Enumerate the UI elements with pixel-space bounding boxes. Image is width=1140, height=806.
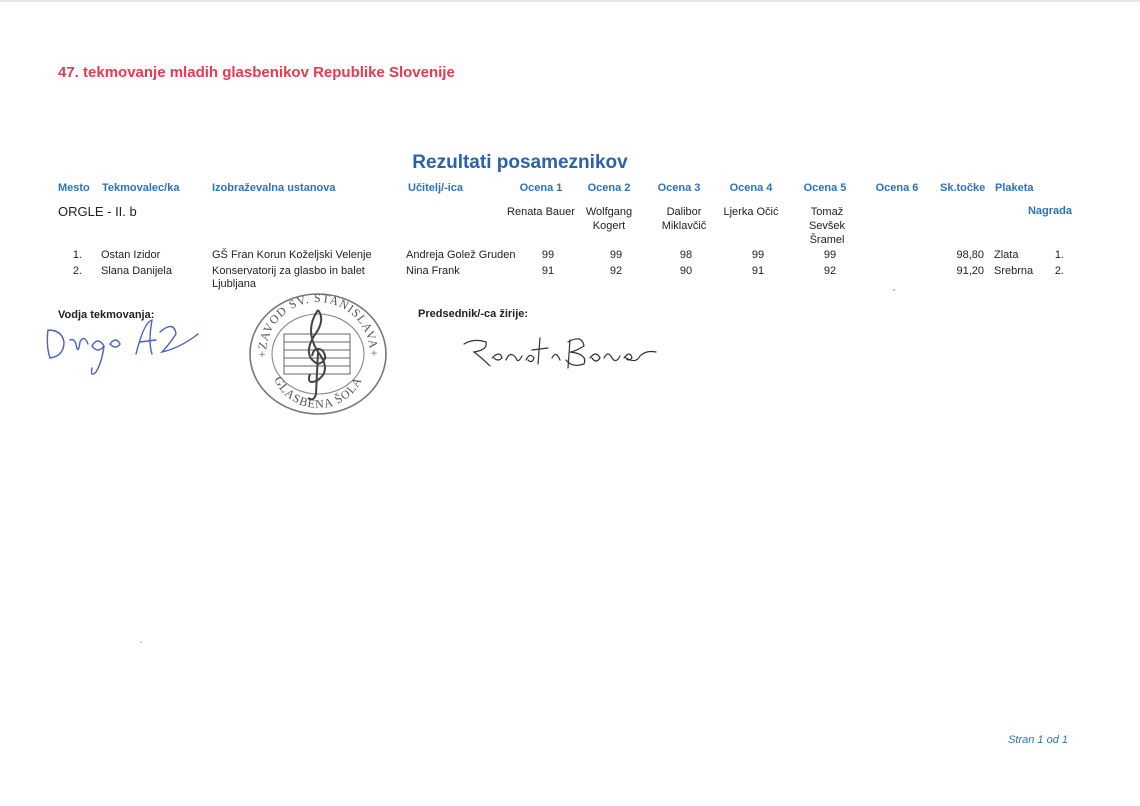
header-plaketa: Plaketa <box>995 182 1034 194</box>
row-total: 98,80 <box>956 249 984 261</box>
row-name: Ostan Izidor <box>101 249 161 261</box>
row-school: Konservatorij za glasbo in balet Ljubljana <box>212 265 365 290</box>
row-ocena-5: 92 <box>823 265 837 277</box>
competition-title: 47. tekmovanje mladih glasbenikov Republike Slovenije <box>58 64 455 81</box>
scan-speck <box>893 289 895 291</box>
header-ocena-1: Ocena 1 <box>519 182 563 194</box>
header-ocena-6: Ocena 6 <box>875 182 919 194</box>
signature-left <box>40 312 210 382</box>
row-ocena-3: 90 <box>679 265 693 277</box>
judge-3: Dalibor Miklavčič <box>661 206 707 232</box>
header-tekmovalec: Tekmovalec/ka <box>102 182 180 194</box>
header-nagrada: Nagrada <box>1027 205 1072 217</box>
row-plaketa: Zlata <box>994 249 1019 261</box>
judge-2: Wolfgang Kogert <box>585 206 633 232</box>
row-ocena-3: 98 <box>679 249 693 261</box>
header-ustanova: Izobraževalna ustanova <box>212 182 336 194</box>
treble-clef-icon <box>308 310 325 399</box>
header-mesto: Mesto <box>58 182 90 194</box>
header-ocena-3: Ocena 3 <box>657 182 701 194</box>
judge-5: Tomaž Sevšek Šramel <box>808 206 846 246</box>
header-ocena-2: Ocena 2 <box>587 182 631 194</box>
header-ocena-5: Ocena 5 <box>803 182 847 194</box>
header-ocena-4: Ocena 4 <box>729 182 773 194</box>
row-total: 91,20 <box>956 265 984 277</box>
row-ocena-2: 99 <box>609 249 623 261</box>
row-mesto: 1. <box>72 249 82 261</box>
row-name: Slana Danijela <box>101 265 172 277</box>
category-label: ORGLE - II. b <box>58 204 137 219</box>
row-nagrada: 2. <box>1054 265 1064 277</box>
row-ocena-4: 91 <box>751 265 765 277</box>
header-ucitelj: Učitelj/-ica <box>408 182 464 194</box>
row-nagrada: 1. <box>1054 249 1064 261</box>
row-ocena-1: 91 <box>541 265 555 277</box>
row-ocena-4: 99 <box>751 249 765 261</box>
school-stamp <box>244 290 392 418</box>
scan-speck <box>140 641 142 643</box>
stamp-bottom-text: GLASBENA ŠOLA <box>271 374 365 412</box>
predsednik-label: Predsednik/-ca žirije: <box>418 308 529 320</box>
vodja-label: Vodja tekmovanja: <box>58 309 155 321</box>
page-number: Stran 1 od 1 <box>1008 734 1068 746</box>
row-teacher: Nina Frank <box>406 265 460 277</box>
header-sktocke: Sk.točke <box>940 182 986 194</box>
signature-right <box>460 328 670 378</box>
row-mesto: 2. <box>72 265 82 277</box>
judge-4: Ljerka Očić <box>723 206 779 218</box>
row-plaketa: Srebrna <box>994 265 1034 277</box>
row-ocena-5: 99 <box>823 249 837 261</box>
row-ocena-1: 99 <box>541 249 555 261</box>
judge-1: Renata Bauer <box>507 206 575 218</box>
row-school: GŠ Fran Korun Koželjski Velenje <box>212 249 372 261</box>
row-teacher: Andreja Golež Gruden <box>406 249 516 261</box>
stamp-top-text: +ZAVOD SV. STANISLAVA+ <box>254 290 382 358</box>
row-ocena-2: 92 <box>609 265 623 277</box>
svg-text:+ZAVOD SV. STANISLAVA+ <box>255 291 381 358</box>
page-title: Rezultati posameznikov <box>412 152 628 173</box>
scan-top-edge <box>0 0 1140 2</box>
